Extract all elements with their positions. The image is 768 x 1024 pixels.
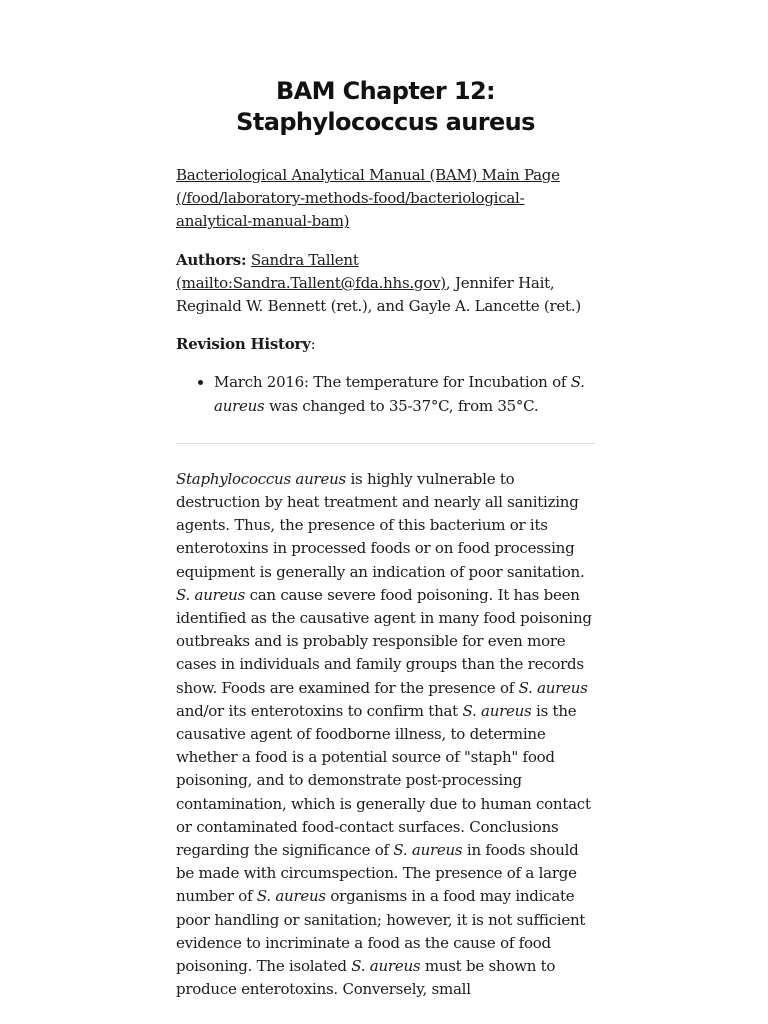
body-text-11: organisms in a food may indicate poor handling or sanitation; however, it is not sufficient evidence to incriminate a food as the cause of food poisoning. The isolated — [176, 887, 586, 976]
authors-paragraph — [176, 249, 595, 319]
authors-rest: , Jennifer Hait, Reginald W. Bennett (ret.), and Gayle A. Lancette (ret.) — [176, 273, 581, 316]
body-italic-2: S. aureus — [176, 585, 246, 604]
body-italic-6: S. aureus — [462, 701, 532, 720]
body-italic-4: S. aureus — [518, 678, 588, 697]
author-email-link[interactable]: Sandra Tallent (mailto:Sandra.Tallent@fda.hhs.gov) — [176, 250, 446, 292]
revision-history-item — [214, 371, 595, 417]
body-italic-8: S. aureus — [393, 841, 463, 860]
authors-label: Authors: — [176, 250, 247, 269]
revision-history-heading — [176, 333, 595, 356]
revision-organism-italic: S. aureus — [214, 373, 585, 415]
bam-main-page-link[interactable]: Bacteriological Analytical Manual (BAM) Main Page (/food/laboratory-methods-food/bacteriological-analytical-manual-bam) — [176, 166, 560, 231]
revision-text-after: was changed to 35-37°C, from 35°C. — [264, 396, 539, 415]
revision-history-list — [176, 371, 595, 417]
body-text-5: and/or its enterotoxins to confirm that — [176, 701, 463, 720]
body-text-3: can cause severe food poisoning. It has been identified as the causative agent in many food poisoning outbreaks and is probably responsible for even more cases in individuals and family groups than the records show. Foods are examined for the presence of — [176, 585, 592, 697]
revision-history-label: Revision History — [176, 335, 311, 354]
section-divider — [176, 443, 595, 444]
revision-history-colon: : — [310, 335, 316, 354]
body-italic-10: S. aureus — [256, 887, 326, 906]
body-text-7: is the causative agent of foodborne illness, to determine whether a food is a potential source of "staph" food poisoning, and to demonstrate post-processing contamination, which is generally due to human contact or contaminated food-contact surfaces. Conclusions regarding the significance of — [176, 701, 591, 860]
body-text-13: must be shown to produce enterotoxins. Conversely, small — [176, 957, 556, 999]
page-title: BAM Chapter 12: Staphylococcus aureus — [236, 77, 535, 136]
document-page — [176, 76, 595, 1002]
main-page-paragraph — [176, 164, 595, 234]
revision-text-before: March 2016: The temperature for Incubation of — [214, 373, 571, 392]
body-italic-12: S. aureus — [351, 957, 421, 976]
body-italic-0: Staphylococcus aureus — [176, 469, 346, 488]
intro-paragraph — [176, 468, 595, 1002]
body-text-1: is highly vulnerable to destruction by heat treatment and nearly all sanitizing agents. Thus, the presence of this bacterium or its enterotoxins in processed foods or on food processing equipment is generally an indication of poor sanitation. — [176, 469, 585, 581]
body-text-9: in foods should be made with circumspection. The presence of a large number of — [176, 841, 579, 906]
